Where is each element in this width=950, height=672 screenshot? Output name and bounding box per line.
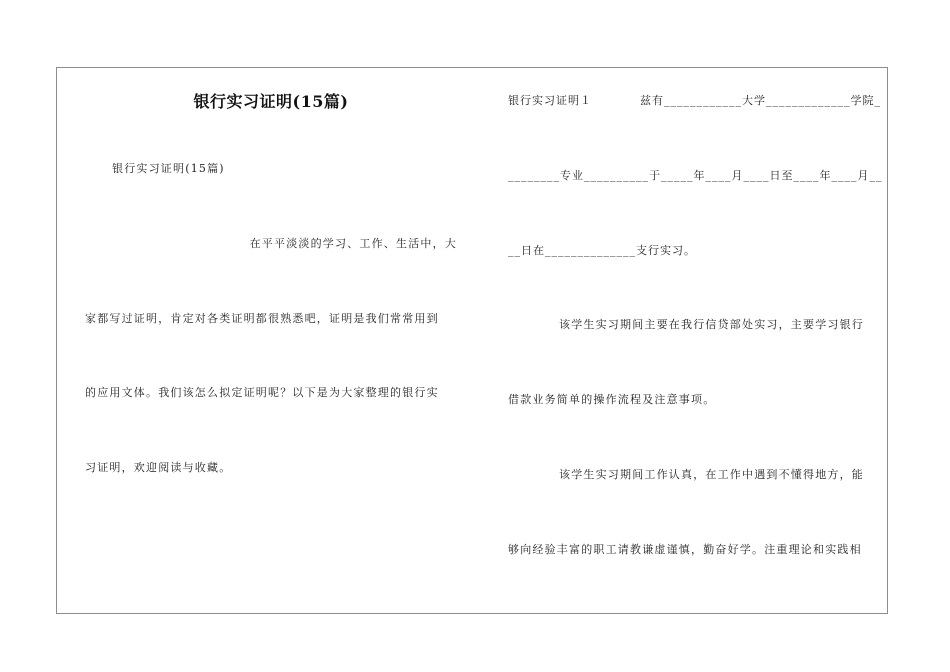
certificate-line-6: 该学生实习期间工作认真，在工作中遇到不懂得地方，能: [559, 468, 864, 481]
certificate-line-5: 借款业务简单的操作流程及注意事项。: [508, 393, 716, 406]
intro-line-2: 家都写过证明，肯定对各类证明都很熟悉吧，证明是我们常常用到: [85, 312, 439, 325]
intro-line-3: 的应用文体。我们该怎么拟定证明呢？以下是为大家整理的银行实: [85, 386, 439, 399]
certificate-line-3: __日在______________支行实习。: [508, 244, 696, 257]
right-column: [508, 68, 888, 613]
left-column: [85, 68, 457, 613]
document-title: 银行实习证明(15篇): [193, 92, 349, 111]
certificate-line-2: ________专业__________于_____年____月____日至____年____月__: [508, 169, 883, 182]
certificate-line-1: 银行实习证明１ 兹有____________大学_____________学院_: [508, 94, 881, 107]
document-page: [56, 67, 888, 614]
intro-line-1: 在平平淡淡的学习、工作、生活中，大: [249, 237, 457, 250]
intro-line-4: 习证明，欢迎阅读与收藏。: [85, 461, 232, 474]
certificate-line-4: 该学生实习期间主要在我行信贷部处实习，主要学习银行: [559, 318, 864, 331]
certificate-line-7: 够向经验丰富的职工请教谦虚谨慎，勤奋好学。注重理论和实践相: [508, 543, 862, 556]
document-subtitle: 银行实习证明(15篇): [112, 162, 225, 175]
